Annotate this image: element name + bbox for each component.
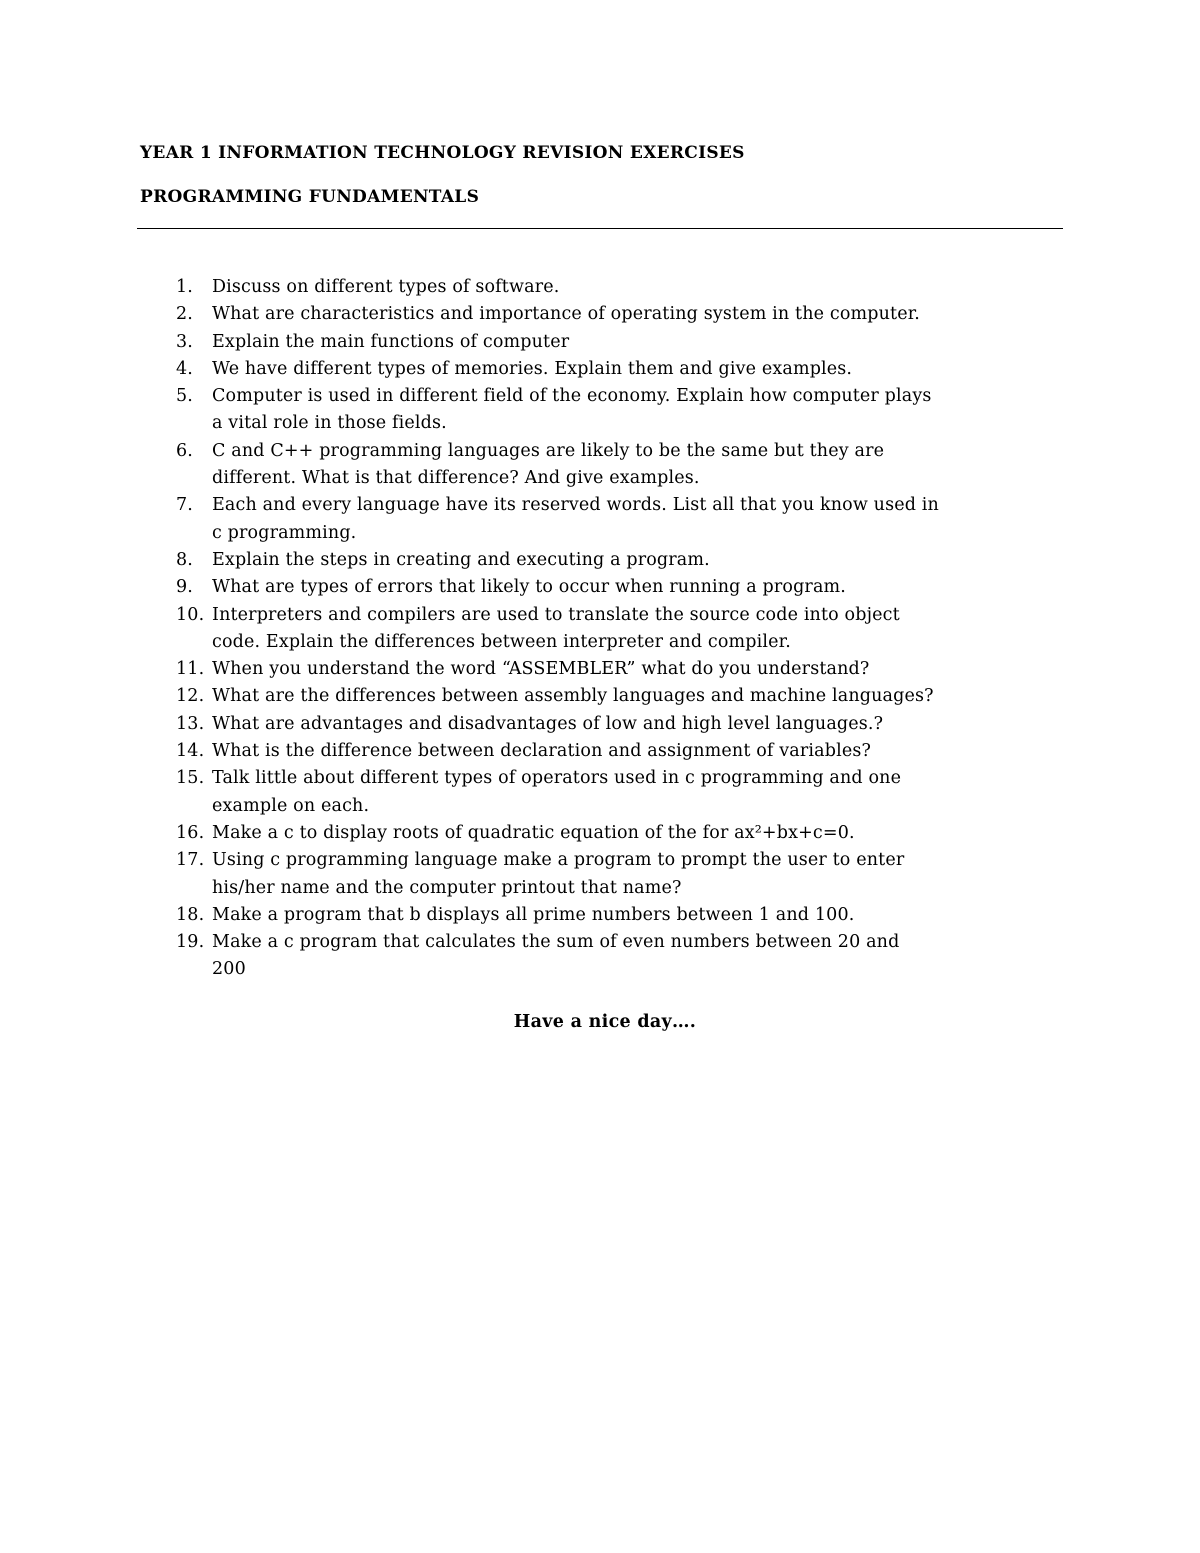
- question-line: When you understand the word “ASSEMBLER” what do you understand?: [212, 659, 870, 680]
- question-number: 1.: [176, 277, 193, 297]
- question-line: C and C++ programming languages are likely to be the same but they are: [212, 440, 885, 461]
- question-item: [140, 274, 1070, 301]
- question-number: 8.: [176, 549, 193, 570]
- question-number: 17.: [176, 850, 205, 871]
- question-item: [140, 383, 1070, 438]
- question-item: [140, 820, 1070, 847]
- question-number: 3.: [176, 331, 193, 352]
- question-item: [140, 356, 1070, 383]
- question-number: 5.: [176, 386, 193, 407]
- question-item: [140, 929, 1070, 984]
- question-number: 11.: [176, 659, 205, 680]
- question-line: We have different types of memories. Explain them and give examples.: [212, 358, 853, 379]
- question-line: What are advantages and disadvantages of low and high level languages.?: [212, 713, 884, 734]
- question-number: 18.: [176, 904, 205, 925]
- question-item: [140, 765, 1070, 820]
- question-line: Make a c program that calculates the sum of even numbers between 20 and: [212, 932, 900, 953]
- question-line: code. Explain the differences between interpreter and compiler.: [212, 631, 791, 652]
- question-number: 19.: [176, 932, 205, 953]
- question-item: [140, 683, 1070, 710]
- question-line: Talk little about different types of operators used in c programming and one: [212, 768, 902, 789]
- question-text: [211, 820, 1070, 847]
- question-text: [211, 765, 1070, 820]
- question-item: [140, 492, 1070, 547]
- question-text: [211, 438, 1070, 493]
- question-item: [140, 329, 1070, 356]
- question-text: [211, 929, 1070, 984]
- question-number: 12.: [176, 686, 205, 707]
- question-line: his/her name and the computer printout that name?: [212, 877, 682, 898]
- question-line: Computer is used in different field of the economy. Explain how computer plays: [212, 386, 932, 407]
- question-item: [140, 438, 1070, 493]
- question-line: different. What is that difference? And give examples.: [212, 468, 700, 489]
- question-item: [140, 738, 1070, 765]
- question-line: 200: [212, 959, 246, 980]
- question-number: 14.: [176, 741, 205, 762]
- question-text: [211, 329, 1070, 356]
- question-line: What are types of errors that likely to occur when running a program.: [212, 577, 846, 598]
- question-list: [140, 274, 1070, 984]
- question-text: [211, 602, 1070, 657]
- question-line: Explain the steps in creating and executing a program.: [212, 549, 710, 570]
- question-line: What are the differences between assembly languages and machine languages?: [212, 686, 934, 707]
- question-item: [140, 301, 1070, 328]
- header-divider: [137, 228, 1063, 229]
- question-line: Using c programming language make a program to prompt the user to enter: [212, 850, 905, 871]
- question-text: [211, 683, 1070, 710]
- question-number: 2.: [176, 304, 193, 325]
- question-line: Make a c to display roots of quadratic equation of the for ax²+bx+c=0.: [212, 822, 855, 843]
- question-line: example on each.: [212, 795, 370, 816]
- question-number: 13.: [176, 713, 205, 734]
- question-text: [211, 847, 1070, 902]
- question-item: [140, 602, 1070, 657]
- question-line: c programming.: [212, 522, 357, 543]
- question-item: [140, 902, 1070, 929]
- question-item: [140, 847, 1070, 902]
- document-subtitle: PROGRAMMING FUNDAMENTALS: [140, 187, 480, 207]
- question-item: [140, 547, 1070, 574]
- question-number: 7.: [176, 495, 193, 516]
- question-number: 9.: [176, 577, 193, 598]
- closing-remark: Have a nice day….: [513, 1012, 697, 1032]
- question-text: [211, 656, 1070, 683]
- question-line: Interpreters and compilers are used to translate the source code into object: [212, 604, 900, 625]
- question-line: What is the difference between declaration and assignment of variables?: [212, 741, 871, 762]
- question-item: [140, 574, 1070, 601]
- question-line: Each and every language have its reserved words. List all that you know used in: [212, 495, 939, 516]
- question-line: a vital role in those fields.: [212, 413, 447, 434]
- question-text: [211, 383, 1070, 438]
- question-line: Make a program that b displays all prime numbers between 1 and 100.: [212, 904, 855, 925]
- question-text: [211, 492, 1070, 547]
- question-item: [140, 711, 1070, 738]
- question-text: [211, 574, 1070, 601]
- question-item: [140, 656, 1070, 683]
- question-text: [211, 301, 1070, 328]
- question-text: [211, 356, 1070, 383]
- document-title: YEAR 1 INFORMATION TECHNOLOGY REVISION EXERCISES: [140, 143, 745, 163]
- question-line: Discuss on different types of software.: [212, 277, 560, 297]
- question-number: 10.: [176, 604, 205, 625]
- question-number: 6.: [176, 440, 193, 461]
- question-text: [211, 902, 1070, 929]
- question-text: [211, 274, 1070, 301]
- question-text: [211, 547, 1070, 574]
- question-number: 15.: [176, 768, 205, 789]
- question-number: 16.: [176, 822, 205, 843]
- question-text: [211, 711, 1070, 738]
- question-line: What are characteristics and importance of operating system in the computer.: [212, 304, 921, 325]
- question-text: [211, 738, 1070, 765]
- question-number: 4.: [176, 358, 193, 379]
- question-line: Explain the main functions of computer: [212, 331, 570, 352]
